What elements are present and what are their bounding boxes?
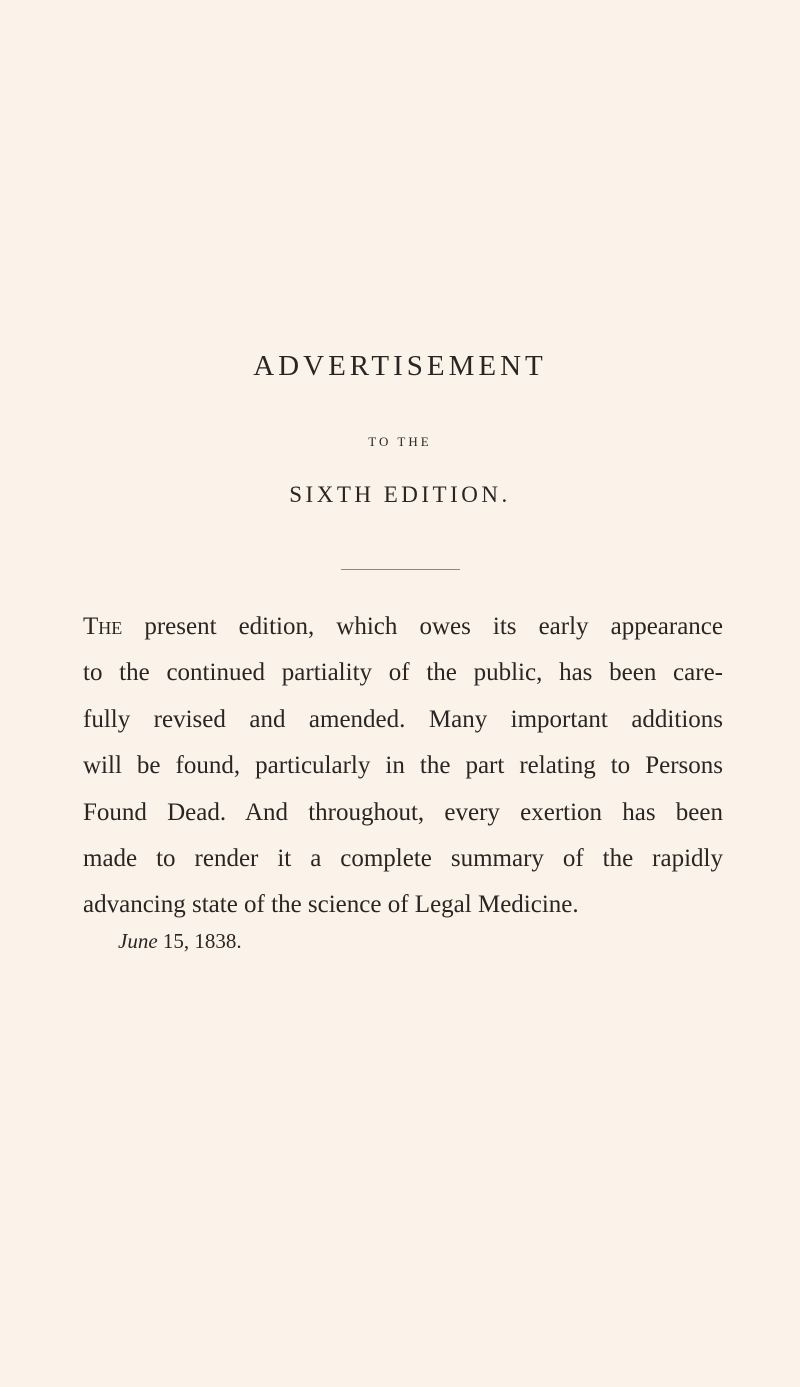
advertisement-paragraph (83, 604, 723, 929)
page-title: ADVERTISEMENT (253, 350, 547, 382)
section-divider (341, 569, 460, 570)
dateline-month: June (118, 929, 158, 953)
paragraph-line: made to render it a complete summary of the rapidly (83, 845, 723, 873)
paragraph-line (83, 604, 723, 650)
dateline (118, 929, 242, 954)
paragraph-line: to the continued partiality of the public, has been care- (83, 659, 723, 687)
subtitle-to-the: TO THE (368, 434, 432, 449)
paragraph-line: fully revised and amended. Many important additions (83, 705, 723, 733)
edition-heading: SIXTH EDITION. (289, 482, 511, 507)
drop-word: The (83, 613, 123, 640)
paragraph-line: Found Dead. And throughout, every exertion has been (83, 798, 723, 826)
paragraph-line: will be found, particularly in the part relating to Persons (83, 752, 723, 780)
paragraph-line-text: present edition, which owes its early appearance (122, 613, 723, 640)
paragraph-line: advancing state of the science of Legal Medicine. (83, 891, 579, 919)
dateline-day-year: 15, 1838. (157, 929, 242, 953)
